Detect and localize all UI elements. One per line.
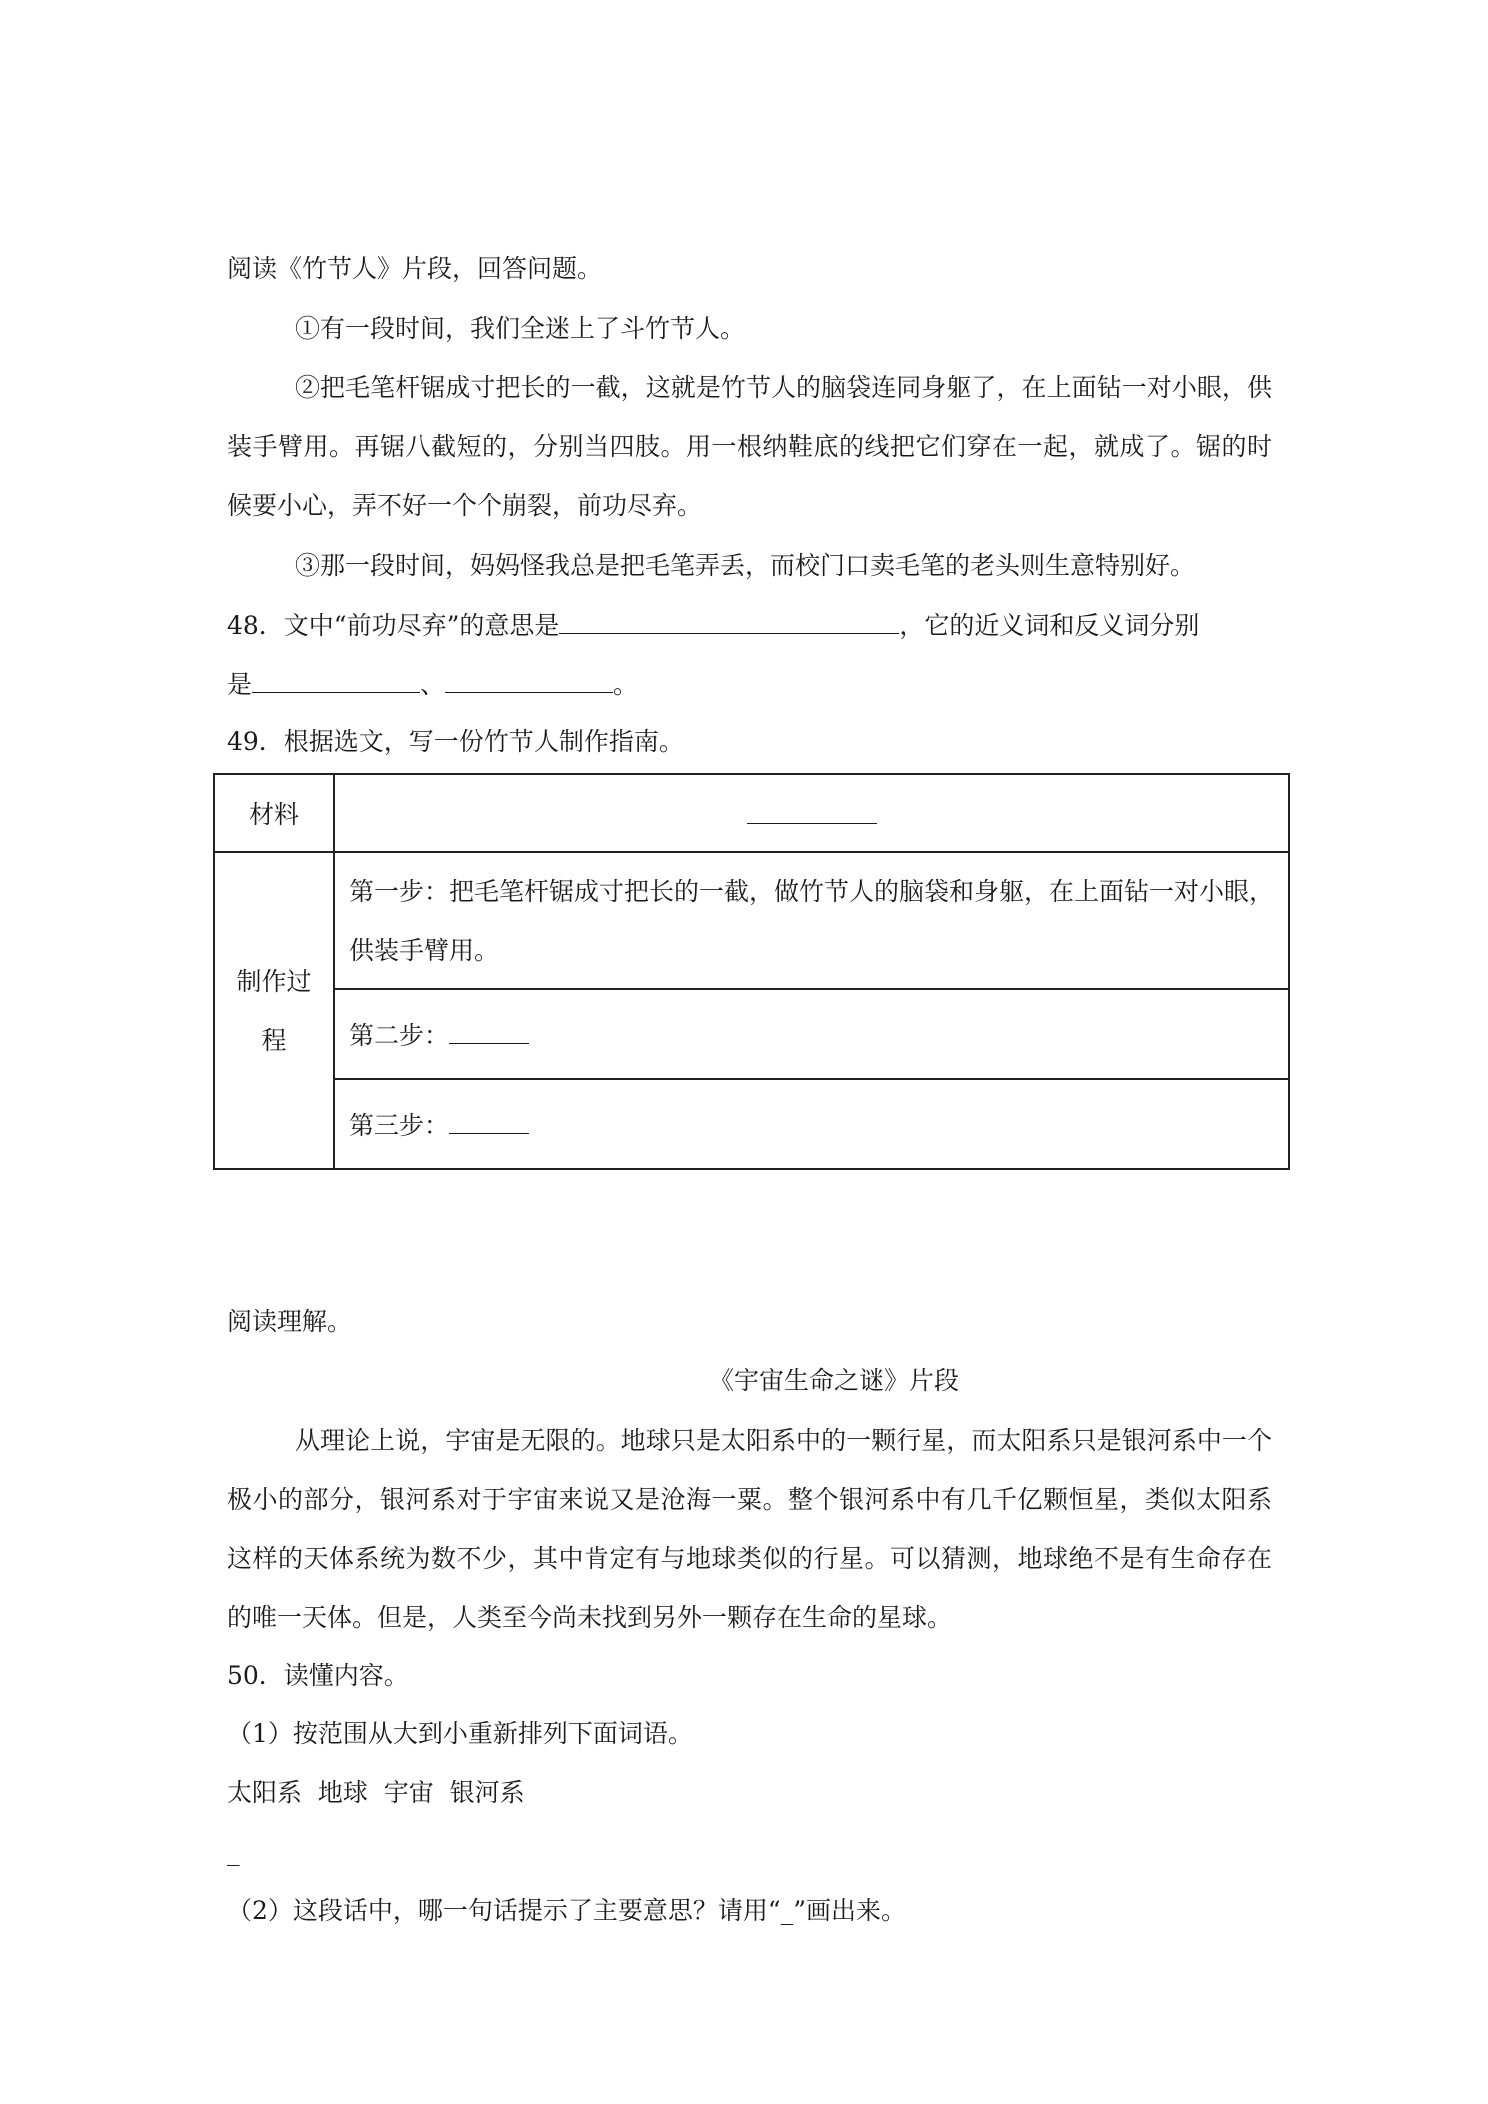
q48-line2-prefix: 是	[227, 670, 253, 699]
passage1-paragraph-2: ②把毛笔杆锯成寸把长的一截，这就是竹节人的脑袋连同身躯了，在上面钻一对小眼，供装手臂用。再锯八截短的，分别当四肢。用一根纳鞋底的线把它们穿在一起，就成了。锯的时候要小心，弄不好一个个崩裂，前功尽弃。	[227, 373, 1272, 520]
step3-label: 第三步：	[349, 1111, 450, 1140]
passage1-paragraph-1: ①有一段时间，我们全迷上了斗竹节人。	[295, 314, 746, 343]
step3-blank[interactable]	[449, 1107, 529, 1134]
guide-table	[213, 773, 1290, 1170]
q48-end: 。	[613, 670, 639, 699]
passage2-title: 《宇宙生命之谜》片段	[708, 1366, 959, 1395]
section2-intro: 阅读理解。	[227, 1307, 353, 1336]
passage2-text: 从理论上说，宇宙是无限的。地球只是太阳系中的一颗行星，而太阳系只是银河系中一个极小的部分，银河系对于宇宙来说又是沧海一粟。整个银河系中有几千亿颗恒星，类似太阳系这样的天体系统为数不少，其中肯定有与地球类似的行星。可以猜测，地球绝不是有生命存在的唯一天体。但是，人类至今尚未找到另外一颗存在生命的星球。	[227, 1426, 1272, 1632]
q48-synonym-blank[interactable]	[252, 666, 420, 693]
step2-label: 第二步：	[349, 1021, 450, 1050]
q50-sub2	[227, 1894, 906, 1928]
q50-sub1: （1）按范围从大到小重新排列下面词语。	[227, 1719, 693, 1748]
material-label: 材料	[214, 774, 334, 852]
material-blank[interactable]	[747, 797, 877, 824]
q50-word-list: 太阳系 地球 宇宙 银河系	[227, 1778, 525, 1807]
step2-cell	[334, 989, 1289, 1079]
step2-blank[interactable]	[449, 1017, 529, 1044]
section1-intro: 阅读《竹节人》片段，回答问题。	[227, 254, 603, 283]
q50-answer-blank[interactable]: _	[227, 1837, 240, 1866]
step2-row	[214, 989, 1289, 1079]
process-label: 制作过程	[214, 852, 334, 1169]
q48-antonym-blank[interactable]	[445, 666, 613, 693]
step3-row	[214, 1079, 1289, 1169]
q48-middle: ，它的近义词和反义词分别	[899, 611, 1200, 640]
question-50: 50．读懂内容。	[227, 1661, 409, 1690]
question-48	[227, 607, 1199, 643]
material-answer-cell	[334, 774, 1289, 852]
q48-separator: 、	[420, 670, 446, 699]
step3-cell	[334, 1079, 1289, 1169]
q50-sub2-suffix: ”画出来。	[793, 1896, 906, 1925]
question-48-line2	[227, 666, 638, 702]
passage1-paragraph-3: ③那一段时间，妈妈怪我总是把毛笔弄丢，而校门口卖毛笔的老头则生意特别好。	[295, 551, 1196, 580]
q50-sub2-prefix: （2）这段话中，哪一句话提示了主要意思？请用“	[227, 1896, 781, 1925]
q50-sub2-mark: _	[780, 1896, 794, 1925]
material-row	[214, 774, 1289, 852]
step1-text: 第一步：把毛笔杆锯成寸把长的一截，做竹节人的脑袋和身躯，在上面钻一对小眼，供装手臂用。	[334, 852, 1289, 989]
question-49: 49．根据选文，写一份竹节人制作指南。	[227, 727, 684, 756]
step1-row	[214, 852, 1289, 989]
q48-meaning-blank[interactable]	[559, 607, 899, 634]
q48-prefix: 48．文中“前功尽弃”的意思是	[227, 611, 560, 640]
